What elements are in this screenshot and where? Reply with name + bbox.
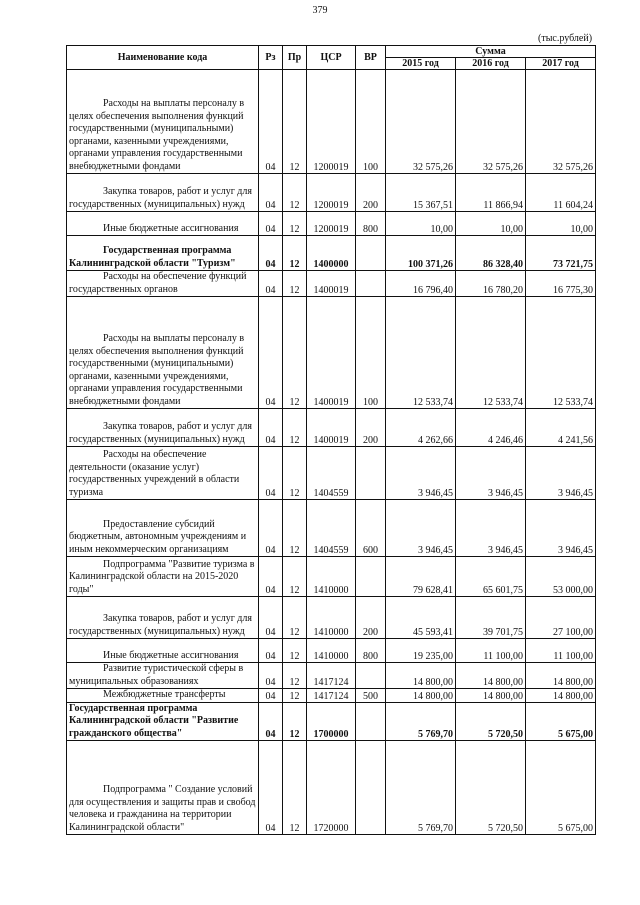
cell-rz: 04 <box>259 174 283 212</box>
cell-pr: 12 <box>283 689 307 703</box>
table-row <box>67 271 596 297</box>
row-name: Развитие туристической сферы в муниципальных образованиях <box>69 663 244 687</box>
table-row <box>67 702 596 741</box>
cell-y2016: 12 533,74 <box>456 297 526 409</box>
cell-pr: 12 <box>283 212 307 236</box>
cell-y2017: 14 800,00 <box>526 663 596 689</box>
cell-vr: 100 <box>356 70 386 174</box>
cell-y2015: 3 946,45 <box>386 500 456 557</box>
cell-y2016: 39 701,75 <box>456 597 526 639</box>
row-name: Закупка товаров, работ и услуг для государственных (муниципальных) нужд <box>69 613 252 637</box>
table-row <box>67 174 596 212</box>
cell-csr: 1400019 <box>307 409 356 447</box>
cell-y2016: 65 601,75 <box>456 557 526 597</box>
header-2016: 2016 год <box>456 58 526 70</box>
cell-pr: 12 <box>283 70 307 174</box>
row-name-cell <box>67 447 259 500</box>
cell-y2017: 73 721,75 <box>526 236 596 271</box>
cell-vr: 600 <box>356 500 386 557</box>
cell-vr: 100 <box>356 297 386 409</box>
cell-y2016: 5 720,50 <box>456 741 526 835</box>
cell-vr <box>356 236 386 271</box>
header-csr: ЦСР <box>307 46 356 70</box>
cell-rz: 04 <box>259 297 283 409</box>
cell-rz: 04 <box>259 689 283 703</box>
cell-y2017: 53 000,00 <box>526 557 596 597</box>
cell-csr: 1700000 <box>307 702 356 741</box>
header-2015: 2015 год <box>386 58 456 70</box>
cell-pr: 12 <box>283 500 307 557</box>
cell-y2017: 3 946,45 <box>526 500 596 557</box>
table-row <box>67 447 596 500</box>
table-row <box>67 236 596 271</box>
cell-y2017: 10,00 <box>526 212 596 236</box>
header-sum: Сумма <box>386 46 596 58</box>
cell-pr: 12 <box>283 297 307 409</box>
cell-pr: 12 <box>283 597 307 639</box>
cell-y2015: 14 800,00 <box>386 663 456 689</box>
row-name: Расходы на выплаты персоналу в целях обеспечения выполнения функций государственными (муниципальными) органами, казенными учреждениями, органами управления государственными внебюджетными фондами <box>69 333 245 407</box>
cell-csr: 1400000 <box>307 236 356 271</box>
page-number: 379 <box>312 5 328 16</box>
cell-csr: 1200019 <box>307 212 356 236</box>
cell-rz: 04 <box>259 741 283 835</box>
cell-rz: 04 <box>259 271 283 297</box>
cell-y2015: 45 593,41 <box>386 597 456 639</box>
cell-vr: 200 <box>356 409 386 447</box>
cell-pr: 12 <box>283 271 307 297</box>
cell-csr: 1200019 <box>307 70 356 174</box>
cell-rz: 04 <box>259 663 283 689</box>
header-vr: ВР <box>356 46 386 70</box>
row-name: Расходы на выплаты персоналу в целях обеспечения выполнения функций государственными (муниципальными) органами, казенными учреждениями, органами управления государственными внебюджетными фондами <box>69 98 245 172</box>
row-name: Подпрограмма " Создание условий для осуществления и защиты прав и свобод человека и гражданина на территории Калининградской области" <box>69 784 256 833</box>
row-name: Межбюджетные трансферты <box>103 689 226 700</box>
cell-rz: 04 <box>259 597 283 639</box>
row-name-cell <box>67 639 259 663</box>
row-name-cell <box>67 500 259 557</box>
cell-y2016: 14 800,00 <box>456 689 526 703</box>
cell-vr: 500 <box>356 689 386 703</box>
cell-y2015: 5 769,70 <box>386 741 456 835</box>
cell-csr: 1400019 <box>307 297 356 409</box>
cell-pr: 12 <box>283 557 307 597</box>
cell-y2016: 32 575,26 <box>456 70 526 174</box>
table-row <box>67 409 596 447</box>
cell-y2017: 16 775,30 <box>526 271 596 297</box>
cell-rz: 04 <box>259 557 283 597</box>
cell-pr: 12 <box>283 639 307 663</box>
cell-y2017: 12 533,74 <box>526 297 596 409</box>
row-name-cell <box>67 663 259 689</box>
cell-vr <box>356 663 386 689</box>
cell-y2017: 27 100,00 <box>526 597 596 639</box>
table-row <box>67 689 596 703</box>
row-name: Расходы на обеспечение деятельности (оказание услуг) государственных учреждений в области туризма <box>69 449 240 498</box>
row-name-cell <box>67 597 259 639</box>
cell-y2016: 86 328,40 <box>456 236 526 271</box>
cell-y2017: 14 800,00 <box>526 689 596 703</box>
cell-pr: 12 <box>283 409 307 447</box>
cell-y2016: 3 946,45 <box>456 500 526 557</box>
cell-csr: 1400019 <box>307 271 356 297</box>
cell-y2015: 100 371,26 <box>386 236 456 271</box>
row-name: Государственная программа Калининградской области "Развитие гражданского общества" <box>69 702 239 739</box>
cell-y2015: 16 796,40 <box>386 271 456 297</box>
table-row <box>67 500 596 557</box>
cell-y2015: 19 235,00 <box>386 639 456 663</box>
table-row <box>67 741 596 835</box>
cell-y2016: 3 946,45 <box>456 447 526 500</box>
unit-note: (тыс.рублей) <box>538 33 593 44</box>
cell-y2015: 10,00 <box>386 212 456 236</box>
table-row <box>67 70 596 174</box>
cell-y2016: 14 800,00 <box>456 663 526 689</box>
row-name-cell <box>67 174 259 212</box>
cell-vr: 200 <box>356 174 386 212</box>
cell-vr <box>356 741 386 835</box>
cell-y2015: 12 533,74 <box>386 297 456 409</box>
row-name-cell <box>67 409 259 447</box>
row-name-cell <box>67 70 259 174</box>
cell-csr: 1200019 <box>307 174 356 212</box>
cell-pr: 12 <box>283 447 307 500</box>
cell-csr: 1404559 <box>307 447 356 500</box>
cell-vr <box>356 702 386 741</box>
cell-rz: 04 <box>259 702 283 741</box>
cell-pr: 12 <box>283 702 307 741</box>
table-row <box>67 663 596 689</box>
row-name: Закупка товаров, работ и услуг для государственных (муниципальных) нужд <box>69 186 252 210</box>
cell-pr: 12 <box>283 236 307 271</box>
row-name-cell <box>67 557 259 597</box>
cell-csr: 1417124 <box>307 689 356 703</box>
cell-vr: 200 <box>356 597 386 639</box>
cell-y2015: 3 946,45 <box>386 447 456 500</box>
cell-y2017: 11 604,24 <box>526 174 596 212</box>
row-name: Иные бюджетные ассигнования <box>103 222 239 234</box>
cell-y2017: 11 100,00 <box>526 639 596 663</box>
cell-csr: 1410000 <box>307 639 356 663</box>
budget-table <box>66 45 596 835</box>
cell-csr: 1404559 <box>307 500 356 557</box>
cell-y2016: 11 866,94 <box>456 174 526 212</box>
row-name: Государственная программа Калининградской области "Туризм" <box>69 245 236 269</box>
cell-rz: 04 <box>259 639 283 663</box>
header-name: Наименование кода <box>67 46 259 70</box>
cell-y2015: 4 262,66 <box>386 409 456 447</box>
row-name: Расходы на обеспечение функций государственных органов <box>69 271 247 295</box>
row-name-cell <box>67 297 259 409</box>
cell-rz: 04 <box>259 70 283 174</box>
table-row <box>67 557 596 597</box>
cell-y2016: 16 780,20 <box>456 271 526 297</box>
table-row <box>67 212 596 236</box>
cell-y2017: 3 946,45 <box>526 447 596 500</box>
row-name: Закупка товаров, работ и услуг для государственных (муниципальных) нужд <box>69 421 252 445</box>
row-name-cell <box>67 689 259 703</box>
cell-rz: 04 <box>259 500 283 557</box>
table-row <box>67 639 596 663</box>
cell-pr: 12 <box>283 741 307 835</box>
row-name-cell <box>67 271 259 297</box>
row-name: Подпрограмма "Развитие туризма в Калининградской области на 2015-2020 годы" <box>69 558 255 595</box>
cell-y2015: 32 575,26 <box>386 70 456 174</box>
table-row <box>67 597 596 639</box>
row-name: Предоставление субсидий бюджетным, автономным учреждениям и иным некоммерческим организациям <box>69 518 247 555</box>
cell-rz: 04 <box>259 236 283 271</box>
cell-csr: 1417124 <box>307 663 356 689</box>
cell-pr: 12 <box>283 174 307 212</box>
cell-y2015: 15 367,51 <box>386 174 456 212</box>
cell-y2015: 79 628,41 <box>386 557 456 597</box>
row-name-cell <box>67 212 259 236</box>
cell-vr <box>356 447 386 500</box>
cell-y2016: 4 246,46 <box>456 409 526 447</box>
cell-y2015: 14 800,00 <box>386 689 456 703</box>
cell-vr: 800 <box>356 639 386 663</box>
cell-vr: 800 <box>356 212 386 236</box>
cell-rz: 04 <box>259 212 283 236</box>
cell-vr <box>356 557 386 597</box>
cell-y2017: 4 241,56 <box>526 409 596 447</box>
cell-rz: 04 <box>259 409 283 447</box>
header-pr: Пр <box>283 46 307 70</box>
cell-y2017: 5 675,00 <box>526 741 596 835</box>
cell-csr: 1410000 <box>307 597 356 639</box>
cell-y2017: 32 575,26 <box>526 70 596 174</box>
header-rz: Рз <box>259 46 283 70</box>
table-row <box>67 297 596 409</box>
cell-y2016: 10,00 <box>456 212 526 236</box>
cell-vr <box>356 271 386 297</box>
row-name: Иные бюджетные ассигнования <box>103 649 239 661</box>
cell-y2016: 11 100,00 <box>456 639 526 663</box>
cell-y2015: 5 769,70 <box>386 702 456 741</box>
cell-csr: 1410000 <box>307 557 356 597</box>
row-name-cell <box>67 741 259 835</box>
header-2017: 2017 год <box>526 58 596 70</box>
table-body <box>67 70 596 835</box>
row-name-cell <box>67 702 259 741</box>
cell-pr: 12 <box>283 663 307 689</box>
cell-rz: 04 <box>259 447 283 500</box>
cell-y2016: 5 720,50 <box>456 702 526 741</box>
cell-y2017: 5 675,00 <box>526 702 596 741</box>
cell-csr: 1720000 <box>307 741 356 835</box>
row-name-cell <box>67 236 259 271</box>
